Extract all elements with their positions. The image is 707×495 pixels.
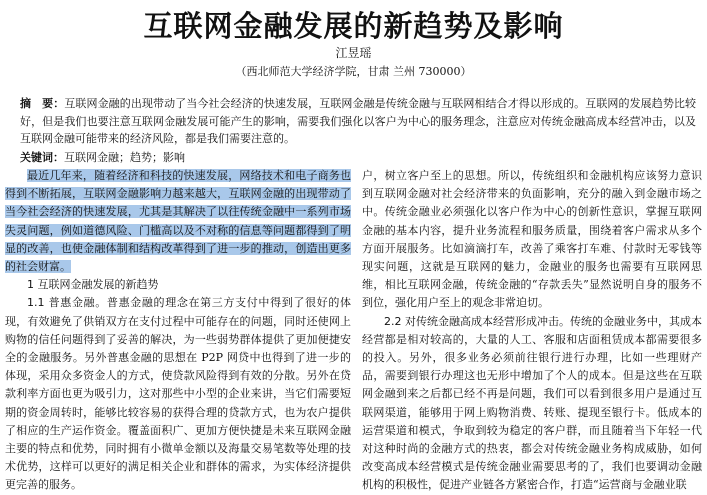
- right-column: [362, 167, 702, 495]
- abstract-text: 互联网金融的出现带动了当今社会经济的快速发展，互联网金融是传统金融与互联网相结合才得以形成的。互联网的发展趋势比较好，但是我们也要注意互联网金融发展可能产生的影响，需要我们强化以客户为中心的服务理念，注意应对传统金融高成本经营冲击，以及互联网金融可能带来的经济风险，都是我们需要注意的。: [20, 97, 697, 145]
- highlighted-selection[interactable]: 最近几年来，随着经济和科技的快速发展，网络技术和电子商务也得到不断拓展，互联网金融影响力越来越大，互联网金融的出现带动了当今社会经济的快速发展，尤其是其解决了以往传统金融中一系列市场失灵问题，例如道德风险、门槛高以及不对称的信息等问题都得到了明显的改善，也使金融体制和结构改革得到了进一步的推动，创造出更多的社会财富。: [5, 169, 351, 274]
- section-heading-1: 1 互联网金融发展的新趋势: [27, 278, 159, 292]
- abstract-label: 摘 要：: [20, 97, 65, 110]
- subsection-2-2: [362, 313, 702, 495]
- author-affiliation: （西北师范大学经济学院，甘肃 兰州 730000）: [235, 65, 472, 78]
- right-paragraph-1: 户，树立客户至上的思想。所以，传统组织和金融机构应该努力意识到互联网金融对社会经济带来的负面影响，充分的融入到金融市场之中。传统金融业必须强化以客户作为中心的创新性意识，掌握互联网金融的基本内容，提升业务流程和服务质量，围绕着客户需求从多个方面开展服务。比如滴滴打车，改善了乘客打车难、付款时无零钱等现实问题，这就是互联网的魅力，金融业的服务也需要有互联网思维，相比互联网金融，传统金融的“存款丢失”显然说明自身的服务不到位，强化用户至上的观念非常迫切。: [362, 169, 702, 310]
- abstract: [20, 95, 696, 148]
- subsection-1-1-label: 1.1 普惠金融。: [27, 296, 107, 310]
- left-column: [5, 167, 351, 495]
- keywords-label: 关键词：: [20, 151, 64, 164]
- subsection-1-1: [5, 294, 351, 494]
- author-name: 江昱瑶: [335, 46, 372, 60]
- keywords: [20, 149, 696, 165]
- paper-title: 互联网金融发展的新趋势及影响: [143, 9, 564, 43]
- keywords-text: 互联网金融；趋势；影响: [64, 151, 185, 164]
- subsection-1-1-text: 普惠金融的理念在第三方支付中得到了很好的体现，有效避免了供销双方在支付过程中可能存在的问题，同时还使网上购物的信任问题得到了妥善的解决，为一些弱势群体提供了更加便捷安全的金融服务。另外普惠金融的思想在 P2P 网贷中也得到了进一步的体现，采用众多资金人的方式，使贷款风险得到有效的分散。另外在贷款利率方面也更为吸引力，这对那些中小型的企业来讲，当它们需要短期的资金周转时，能够比较容易的获得合理的贷款方式，也为农户提供了相应的生产运作资金。覆盖面积广、更加方便快捷是未来互联网金融主要的特点和优势，同时拥有小微单金额以及海量交易笔数等处理的技术优势，这样可以更好的满足相关企业和群体的需求，为实体经济提供更完善的服务。: [5, 296, 351, 492]
- subsection-2-2-label: 2.2 对传统金融高成本经营形成冲击。: [384, 314, 570, 328]
- subsection-2-2-text: 传统的金融业务中，其成本经营都是相对较高的，大量的人工、客服和店面租赁成本都需要很多的投入。另外，很多业务必须前往银行进行办理，比如一些理财产品，需要到银行办理这也无形中增加了个人的成本。但是这些在互联网金融到来之后都已经不再是问题，我们可以看到很多用户是通过互联网渠道，能够用于网上购物消费、转账、提现至银行卡。低成本的运营渠道和模式，争取到较为稳定的客户群，而且随着当下年轻一代对这种时尚的金融方式的热衷，都会对传统金融业务构成威胁，如何改变高成本经营模式是传统金融业需要思考的了，我们也要调动金融机构的积极性，促进产业链各方紧密合作，打造“运营商与金融业联: [362, 314, 702, 492]
- intro-paragraph[interactable]: [5, 167, 351, 276]
